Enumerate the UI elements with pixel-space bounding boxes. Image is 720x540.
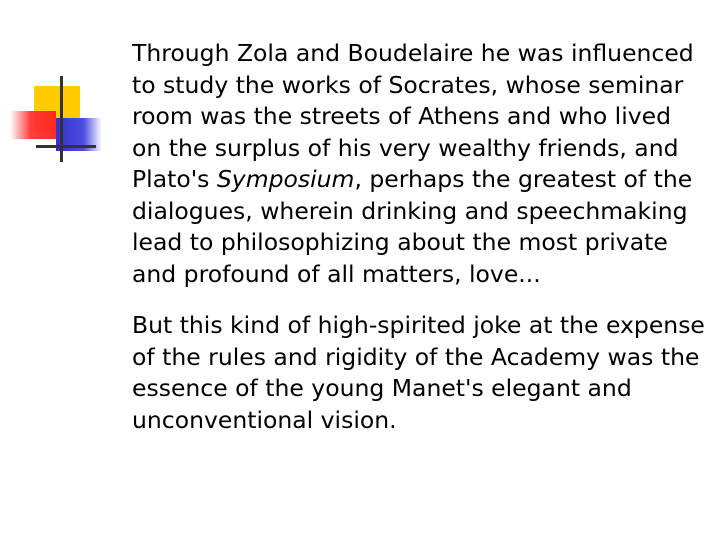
- slide-body: [132, 38, 707, 436]
- logo-vertical-line: [60, 76, 63, 162]
- paragraph-1-italic-title: Symposium: [216, 165, 355, 193]
- paragraph-1: [132, 38, 707, 290]
- paragraph-1-text-end: , perhaps the greatest of the dialogues, wherein drinking and speechmaking lead to philosophizing about the most private and profound of all matters, love...: [132, 165, 693, 288]
- logo-horizontal-line: [36, 145, 96, 148]
- logo-red-bar: [10, 111, 56, 139]
- paragraph-2: But this kind of high-spirited joke at the expense of the rules and rigidity of the Academy was the essence of the young Manet's elegant and unconventional vision.: [132, 311, 705, 434]
- color-blocks-logo-icon: [0, 0, 120, 180]
- paragraph-1-text-start: Through Zola and Boudelaire he was influenced to study the works of Socrates, whose seminar room was the streets of Athens and who lived on the surplus of his very wealthy friends, and Plato's: [132, 39, 694, 193]
